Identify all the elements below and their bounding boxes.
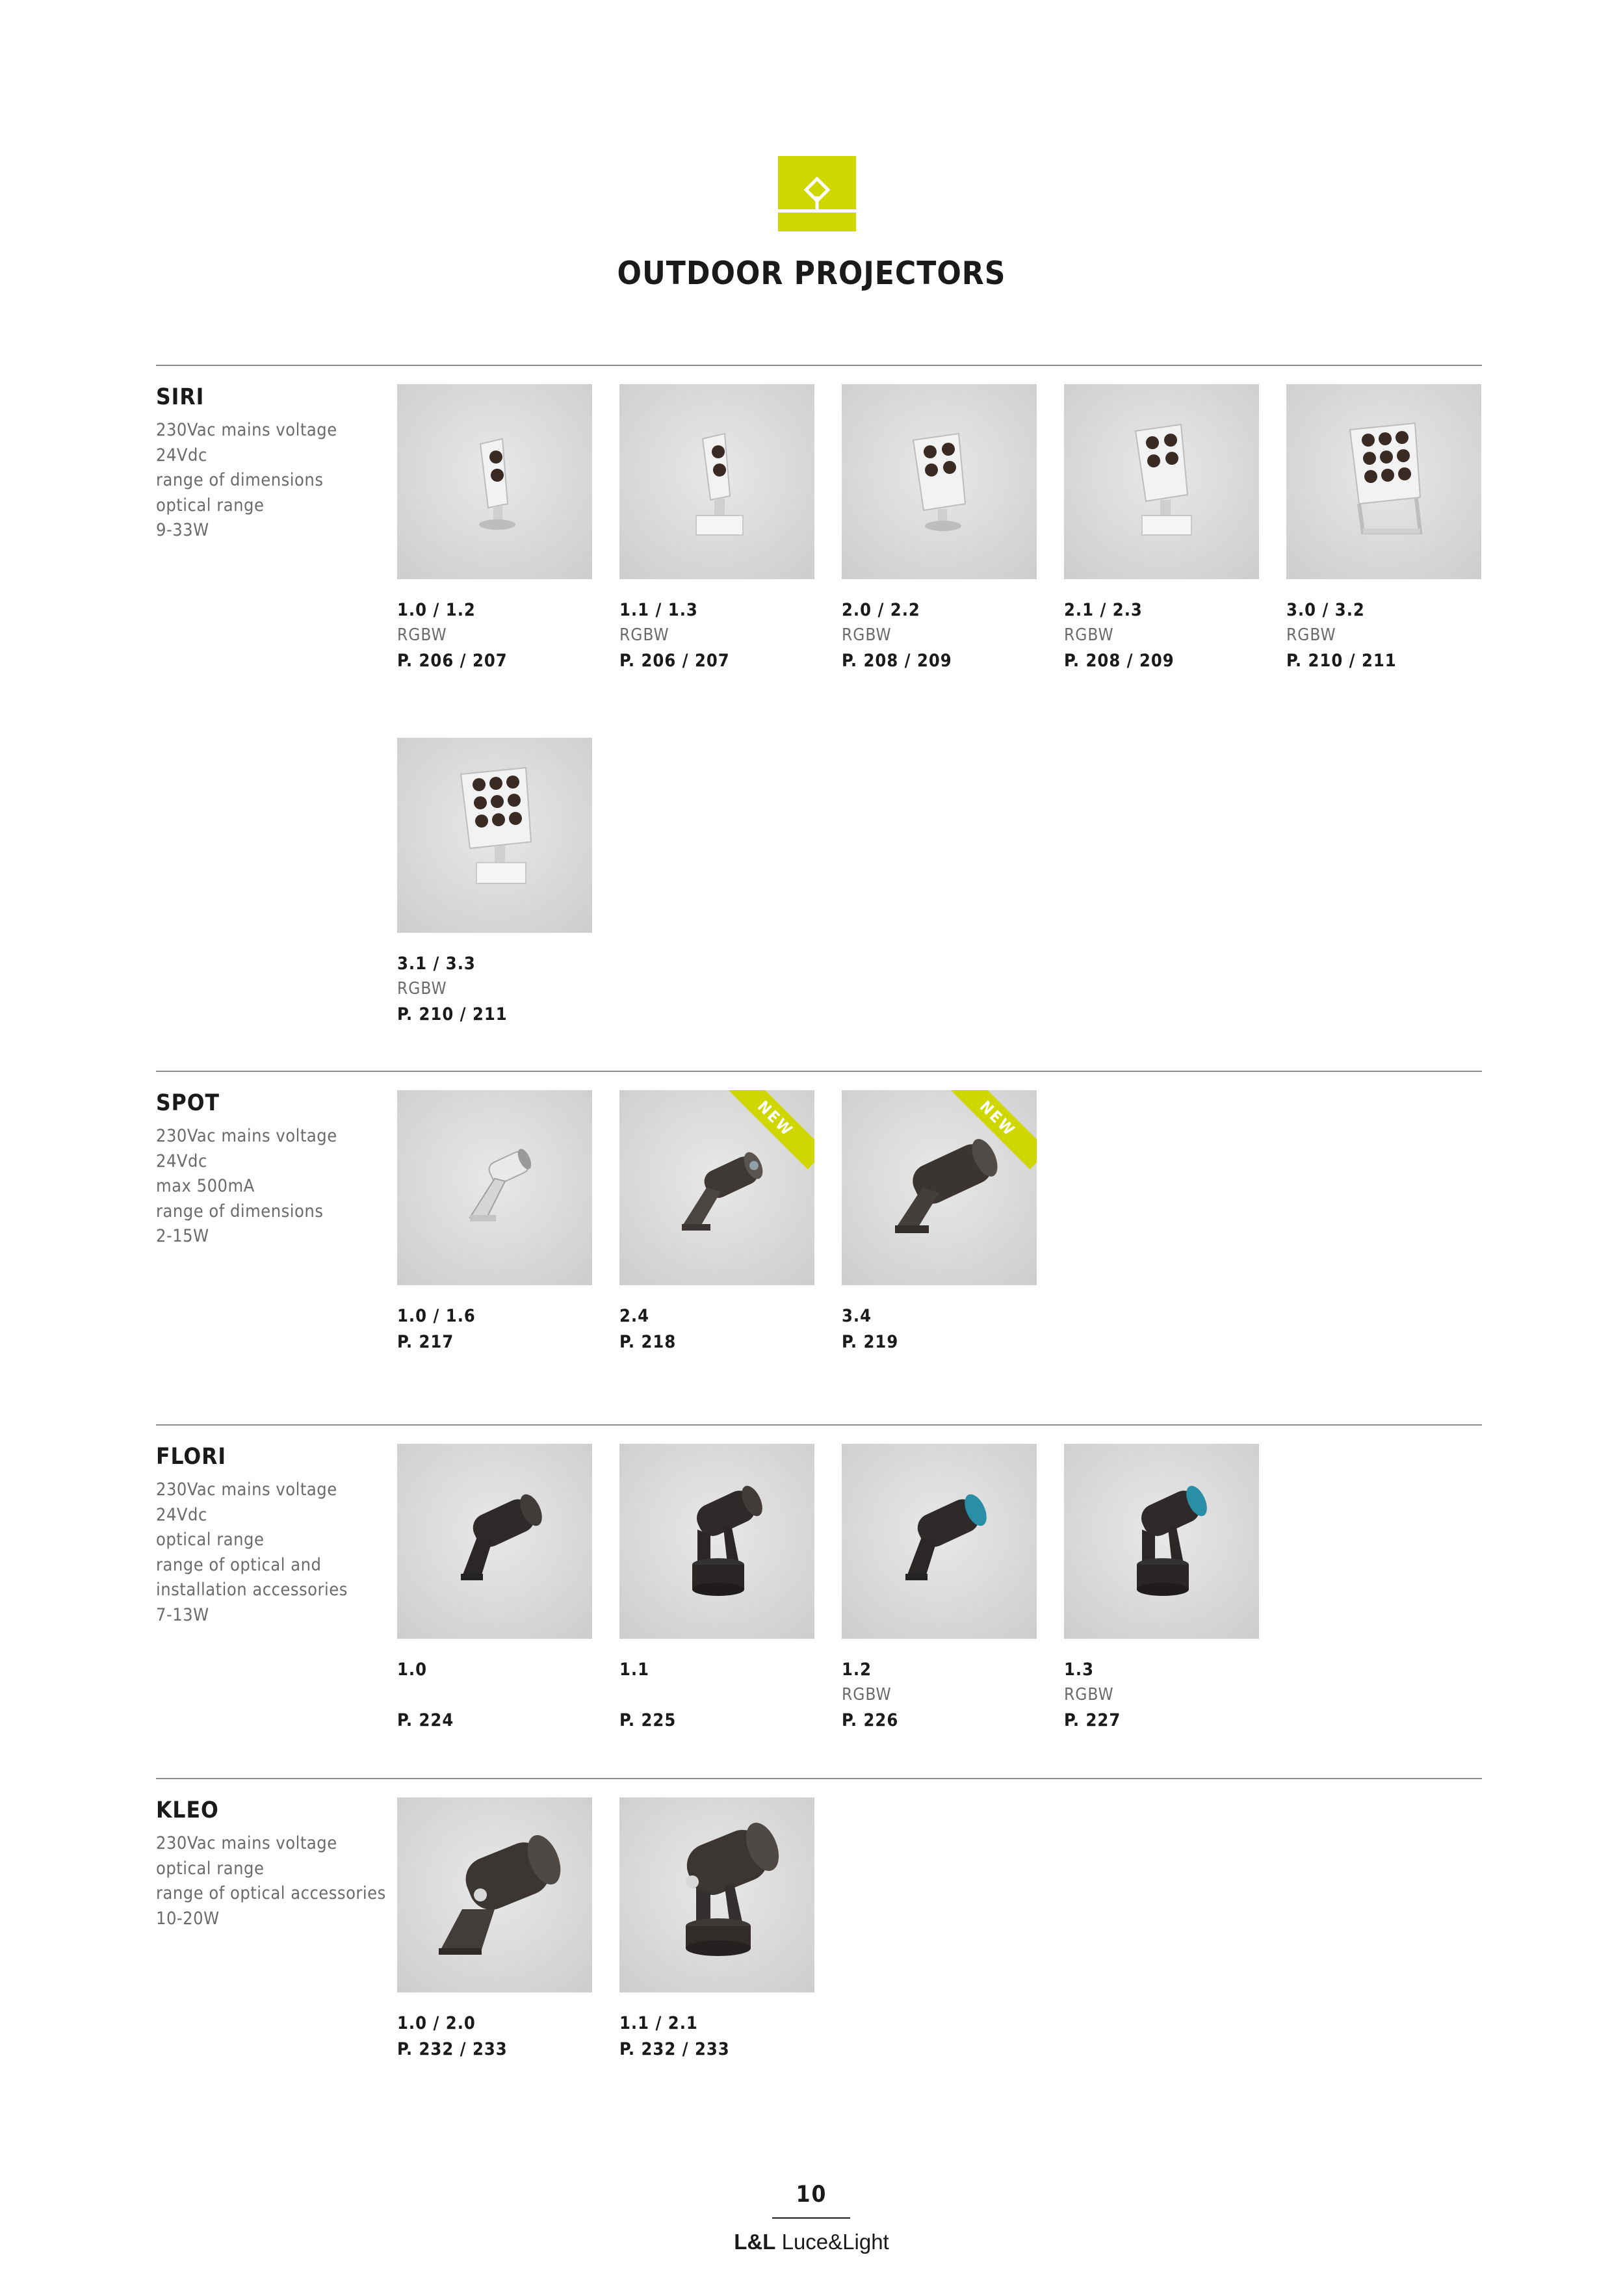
spec-item: optical range bbox=[156, 1858, 265, 1879]
footer-divider bbox=[772, 2217, 850, 2219]
catalog-page-link[interactable]: P. 225 bbox=[619, 1710, 677, 1730]
product-model: 1.0 / 1.6 bbox=[397, 1306, 476, 1326]
section-flori bbox=[156, 1424, 1482, 1749]
product-variant: RGBW bbox=[397, 625, 447, 645]
product-model: 1.0 / 1.2 bbox=[397, 600, 476, 620]
product-model: 3.1 / 3.3 bbox=[397, 954, 476, 974]
product-variant: RGBW bbox=[842, 625, 892, 645]
product-image bbox=[397, 1090, 592, 1285]
catalog-page-link[interactable]: P. 206 / 207 bbox=[397, 651, 508, 671]
product-image bbox=[397, 1444, 592, 1639]
spec-item: range of dimensions bbox=[156, 470, 324, 490]
catalog-page-link[interactable]: P. 218 bbox=[619, 1332, 677, 1352]
product-variant: RGBW bbox=[842, 1685, 892, 1704]
brand-logo bbox=[0, 2230, 1623, 2254]
spec-item: 2-15W bbox=[156, 1226, 209, 1246]
section-divider bbox=[156, 365, 1482, 366]
spec-item: 230Vac mains voltage bbox=[156, 420, 337, 440]
section-title: FLORI bbox=[156, 1444, 227, 1470]
product-variant: RGBW bbox=[397, 979, 447, 998]
catalog-page-link[interactable]: P. 226 bbox=[842, 1710, 899, 1730]
product-variant: RGBW bbox=[1286, 625, 1336, 645]
spec-item: range of optical accessories bbox=[156, 1883, 386, 1903]
product-variant: RGBW bbox=[1064, 1685, 1114, 1704]
catalog-page-link[interactable]: P. 227 bbox=[1064, 1710, 1121, 1730]
section-title: SIRI bbox=[156, 384, 205, 410]
product-image bbox=[1286, 384, 1481, 579]
spec-list bbox=[156, 1831, 386, 1931]
catalog-page-link[interactable]: P. 217 bbox=[397, 1332, 454, 1352]
product-image bbox=[397, 738, 592, 933]
page-title: OUTDOOR PROJECTORS bbox=[617, 255, 1006, 292]
product-model: 1.1 / 2.1 bbox=[619, 2013, 698, 2033]
spec-item: max 500mA bbox=[156, 1176, 255, 1196]
section-siri bbox=[156, 365, 1482, 1047]
spec-list bbox=[156, 1478, 348, 1628]
product-image bbox=[619, 1797, 814, 1992]
product-image bbox=[397, 1797, 592, 1992]
catalog-page-link[interactable]: P. 210 / 211 bbox=[397, 1004, 508, 1024]
section-divider bbox=[156, 1424, 1482, 1426]
product-model: 3.0 / 3.2 bbox=[1286, 600, 1365, 620]
brand-name: Luce&Light bbox=[781, 2230, 889, 2254]
brand-mark: L&L bbox=[734, 2230, 776, 2254]
spec-item: range of optical and bbox=[156, 1554, 322, 1575]
spec-item: 230Vac mains voltage bbox=[156, 1126, 337, 1146]
product-model: 1.1 / 1.3 bbox=[619, 600, 698, 620]
spec-list bbox=[156, 1124, 337, 1249]
spec-list bbox=[156, 418, 337, 543]
catalog-page-link[interactable]: P. 224 bbox=[397, 1710, 454, 1730]
product-variant: RGBW bbox=[619, 625, 669, 645]
catalog-page-link[interactable]: P. 210 / 211 bbox=[1286, 651, 1397, 671]
product-image bbox=[397, 384, 592, 579]
section-divider bbox=[156, 1071, 1482, 1072]
spec-item: 230Vac mains voltage bbox=[156, 1833, 337, 1853]
product-image bbox=[619, 384, 814, 579]
catalog-page-link[interactable]: P. 206 / 207 bbox=[619, 651, 730, 671]
product-variant: RGBW bbox=[1064, 625, 1114, 645]
catalog-page-link[interactable]: P. 208 / 209 bbox=[842, 651, 952, 671]
section-divider bbox=[156, 1778, 1482, 1779]
outdoor-projector-logo-icon bbox=[778, 156, 856, 231]
catalog-page-link[interactable]: P. 232 / 233 bbox=[397, 2039, 508, 2059]
product-model: 2.1 / 2.3 bbox=[1064, 600, 1143, 620]
product-model: 2.0 / 2.2 bbox=[842, 600, 920, 620]
spec-item: range of dimensions bbox=[156, 1201, 324, 1221]
product-model: 2.4 bbox=[619, 1306, 650, 1326]
spec-item: 230Vac mains voltage bbox=[156, 1480, 337, 1500]
section-kleo bbox=[156, 1778, 1482, 2103]
catalog-page-link[interactable]: P. 208 / 209 bbox=[1064, 651, 1175, 671]
product-image bbox=[842, 384, 1037, 579]
product-model: 1.0 / 2.0 bbox=[397, 2013, 476, 2033]
product-model: 1.2 bbox=[842, 1660, 872, 1680]
spec-item: 24Vdc bbox=[156, 1504, 207, 1525]
catalog-page-link[interactable]: P. 232 / 233 bbox=[619, 2039, 730, 2059]
spec-item: optical range bbox=[156, 1530, 265, 1550]
section-title: SPOT bbox=[156, 1090, 220, 1116]
product-image bbox=[1064, 384, 1259, 579]
spec-item: 24Vdc bbox=[156, 1151, 207, 1171]
product-model: 3.4 bbox=[842, 1306, 872, 1326]
catalog-page-link[interactable]: P. 219 bbox=[842, 1332, 899, 1352]
section-title: KLEO bbox=[156, 1797, 219, 1823]
spec-item: 7-13W bbox=[156, 1604, 209, 1625]
section-spot bbox=[156, 1071, 1482, 1396]
spec-item: installation accessories bbox=[156, 1580, 348, 1600]
product-model: 1.1 bbox=[619, 1660, 650, 1680]
new-badge: NEW bbox=[619, 1090, 814, 1285]
product-image bbox=[619, 1444, 814, 1639]
page-number: 10 bbox=[796, 2182, 827, 2208]
product-image bbox=[842, 1444, 1037, 1639]
new-badge: NEW bbox=[842, 1090, 1037, 1285]
spec-item: optical range bbox=[156, 495, 265, 515]
product-image bbox=[1064, 1444, 1259, 1639]
spec-item: 24Vdc bbox=[156, 445, 207, 465]
product-model: 1.0 bbox=[397, 1660, 428, 1680]
product-model: 1.3 bbox=[1064, 1660, 1095, 1680]
spec-item: 10-20W bbox=[156, 1908, 220, 1929]
spec-item: 9-33W bbox=[156, 520, 209, 540]
